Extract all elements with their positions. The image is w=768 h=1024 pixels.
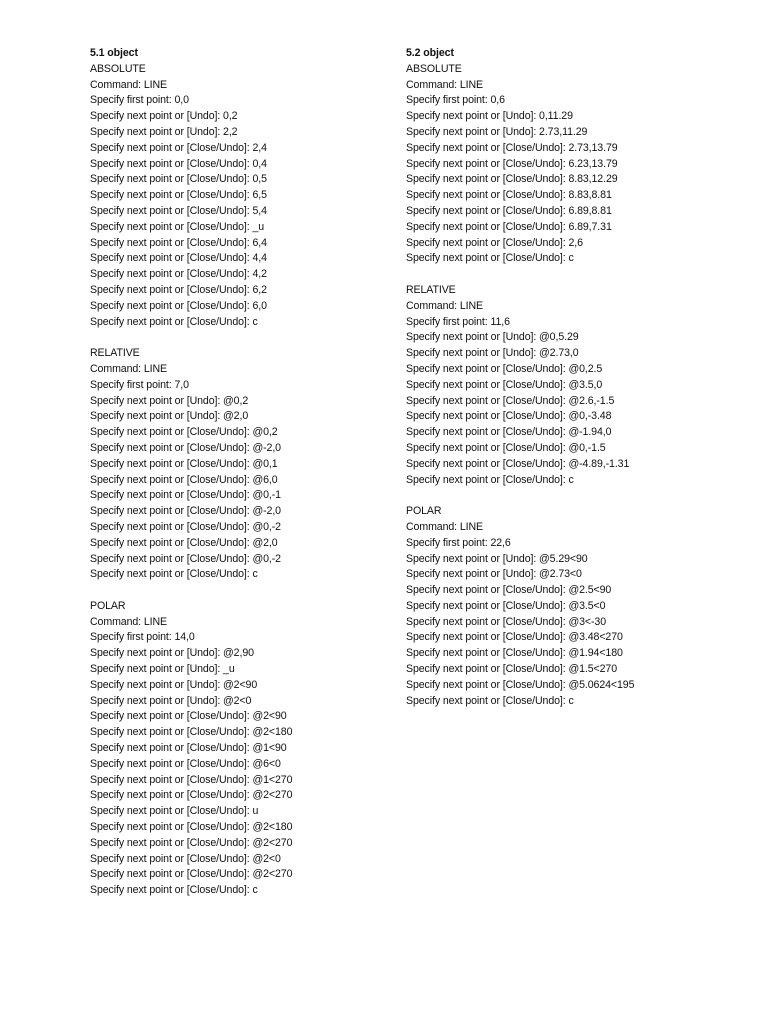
command-line: Specify next point or [Undo]: @2.73,0 xyxy=(406,347,579,360)
command-line: Specify next point or [Close/Undo]: @-2,0 xyxy=(90,441,281,454)
command-line: Specify next point or [Undo]: @5.29<90 xyxy=(406,552,588,565)
command-line: Specify next point or [Close/Undo]: @2<0 xyxy=(90,852,281,865)
command-line: RELATIVE xyxy=(406,283,456,296)
command-line: Specify next point or [Close/Undo]: @3.5,0 xyxy=(406,378,603,391)
command-line: Specify next point or [Close/Undo]: @2<90 xyxy=(90,710,287,723)
command-line: Specify next point or [Close/Undo]: @0,-2 xyxy=(90,520,281,533)
command-line: Specify next point or [Close/Undo]: c xyxy=(90,884,258,897)
command-line: Specify next point or [Close/Undo]: @3.48<270 xyxy=(406,631,623,644)
command-line: Specify next point or [Close/Undo]: c xyxy=(90,315,258,328)
section-title: 5.1 object xyxy=(90,47,138,59)
command-line: Specify next point or [Close/Undo]: @2.6,-1.5 xyxy=(406,394,615,407)
command-line: Specify next point or [Close/Undo]: @0,-1 xyxy=(90,489,281,502)
command-line: Specify next point or [Close/Undo]: @0,-3.48 xyxy=(406,410,612,423)
blank-line xyxy=(90,330,390,346)
command-line: Specify next point or [Close/Undo]: @3<-30 xyxy=(406,615,606,628)
command-log xyxy=(90,62,390,899)
command-line: Specify next point or [Close/Undo]: @2<270 xyxy=(90,789,293,802)
command-line: RELATIVE xyxy=(90,347,140,360)
command-line: Specify next point or [Close/Undo]: 6.89,7.31 xyxy=(406,220,612,233)
blank-line xyxy=(406,488,746,504)
command-line: Command: LINE xyxy=(90,78,168,91)
command-line: Specify next point or [Close/Undo]: 6,5 xyxy=(90,189,267,202)
command-line: Specify next point or [Undo]: @0,2 xyxy=(90,394,249,407)
command-line: Specify first point: 0,6 xyxy=(406,94,505,107)
command-line: Specify next point or [Close/Undo]: @1<90 xyxy=(90,742,287,755)
command-line: Specify next point or [Close/Undo]: @-4.89,-1.31 xyxy=(406,457,630,470)
command-line: Specify next point or [Close/Undo]: c xyxy=(406,252,574,265)
command-line: Command: LINE xyxy=(406,520,484,533)
command-line: Specify next point or [Undo]: @2,90 xyxy=(90,647,254,660)
command-line: Specify next point or [Close/Undo]: @-2,0 xyxy=(90,505,281,518)
command-line: POLAR xyxy=(406,505,442,518)
command-log xyxy=(406,62,746,710)
command-line: Specify next point or [Close/Undo]: @6,0 xyxy=(90,473,278,486)
command-line: Specify next point or [Close/Undo]: @0,1 xyxy=(90,457,278,470)
command-line: ABSOLUTE xyxy=(406,62,462,75)
command-line: Command: LINE xyxy=(90,615,168,628)
command-line: Specify next point or [Close/Undo]: @5.0624<195 xyxy=(406,678,635,691)
command-line: Specify next point or [Close/Undo]: @2<180 xyxy=(90,726,293,739)
command-line: Specify next point or [Close/Undo]: 8.83,12.29 xyxy=(406,173,618,186)
command-line: Specify next point or [Close/Undo]: 0,4 xyxy=(90,157,267,170)
command-line: Specify next point or [Close/Undo]: @1.5<270 xyxy=(406,663,617,676)
command-line: Specify next point or [Close/Undo]: @2<270 xyxy=(90,836,293,849)
command-line: Specify first point: 0,0 xyxy=(90,94,189,107)
command-line: Specify first point: 11,6 xyxy=(406,315,510,328)
command-line: Specify next point or [Close/Undo]: c xyxy=(90,568,258,581)
command-line: Command: LINE xyxy=(406,299,484,312)
command-line: Specify next point or [Close/Undo]: _u xyxy=(90,220,265,233)
command-line: Specify next point or [Close/Undo]: @0,-2 xyxy=(90,552,281,565)
command-line: Specify first point: 22,6 xyxy=(406,536,511,549)
command-line: Specify next point or [Close/Undo]: @0,2 xyxy=(90,426,278,439)
command-line: Specify next point or [Undo]: 2,2 xyxy=(90,125,238,138)
object-5-2-column xyxy=(406,46,746,709)
command-line: Command: LINE xyxy=(406,78,484,91)
command-line: Specify next point or [Close/Undo]: 4,4 xyxy=(90,252,267,265)
command-line: Specify next point or [Undo]: 0,11.29 xyxy=(406,110,573,123)
command-line: Specify next point or [Close/Undo]: 6,2 xyxy=(90,283,267,296)
command-line: Specify next point or [Undo]: @2<90 xyxy=(90,678,258,691)
command-line: Specify next point or [Close/Undo]: @0,-1.5 xyxy=(406,441,606,454)
command-line: Specify first point: 14,0 xyxy=(90,631,195,644)
command-line: Specify next point or [Close/Undo]: 6.23,13.79 xyxy=(406,157,618,170)
command-line: Specify next point or [Close/Undo]: 2.73,13.79 xyxy=(406,141,618,154)
blank-line xyxy=(406,267,746,283)
command-line: Specify next point or [Close/Undo]: u xyxy=(90,805,259,818)
command-line: Specify next point or [Close/Undo]: 8.83,8.81 xyxy=(406,189,612,202)
command-line: Specify next point or [Undo]: @0,5.29 xyxy=(406,331,579,344)
command-line: Specify next point or [Close/Undo]: 2,6 xyxy=(406,236,583,249)
command-line: Specify next point or [Close/Undo]: 4,2 xyxy=(90,268,267,281)
command-line: Specify next point or [Undo]: 2.73,11.29 xyxy=(406,125,588,138)
command-line: ABSOLUTE xyxy=(90,62,146,75)
command-line: Specify next point or [Undo]: _u xyxy=(90,663,235,676)
command-line: Specify next point or [Close/Undo]: 2,4 xyxy=(90,141,267,154)
command-line: Specify next point or [Close/Undo]: @2,0 xyxy=(90,536,278,549)
section-title: 5.2 object xyxy=(406,47,454,59)
object-5-1-column xyxy=(90,46,390,899)
command-line: Specify next point or [Close/Undo]: @3.5<0 xyxy=(406,599,606,612)
command-line: Specify next point or [Undo]: @2<0 xyxy=(90,694,252,707)
command-line: Specify next point or [Undo]: @2.73<0 xyxy=(406,568,582,581)
command-line: Specify next point or [Undo]: 0,2 xyxy=(90,110,238,123)
command-line: POLAR xyxy=(90,599,126,612)
command-line: Specify next point or [Close/Undo]: c xyxy=(406,473,574,486)
command-line: Specify next point or [Close/Undo]: 6,0 xyxy=(90,299,267,312)
command-line: Specify next point or [Close/Undo]: c xyxy=(406,694,574,707)
command-line: Specify next point or [Close/Undo]: 6.89,8.81 xyxy=(406,204,612,217)
command-line: Specify first point: 7,0 xyxy=(90,378,189,391)
command-line: Specify next point or [Close/Undo]: @6<0 xyxy=(90,757,281,770)
command-line: Specify next point or [Close/Undo]: @1<270 xyxy=(90,773,293,786)
command-line: Specify next point or [Close/Undo]: 6,4 xyxy=(90,236,267,249)
command-line: Specify next point or [Close/Undo]: @2<270 xyxy=(90,868,293,881)
command-line: Specify next point or [Close/Undo]: @-1.94,0 xyxy=(406,426,612,439)
command-line: Specify next point or [Undo]: @2,0 xyxy=(90,410,249,423)
command-line: Specify next point or [Close/Undo]: @2.5<90 xyxy=(406,584,612,597)
blank-line xyxy=(90,583,390,599)
command-line: Specify next point or [Close/Undo]: 5,4 xyxy=(90,204,267,217)
command-line: Specify next point or [Close/Undo]: 0,5 xyxy=(90,173,267,186)
command-line: Command: LINE xyxy=(90,362,168,375)
command-line: Specify next point or [Close/Undo]: @0,2.5 xyxy=(406,362,603,375)
command-line: Specify next point or [Close/Undo]: @1.94<180 xyxy=(406,647,623,660)
command-line: Specify next point or [Close/Undo]: @2<180 xyxy=(90,821,293,834)
